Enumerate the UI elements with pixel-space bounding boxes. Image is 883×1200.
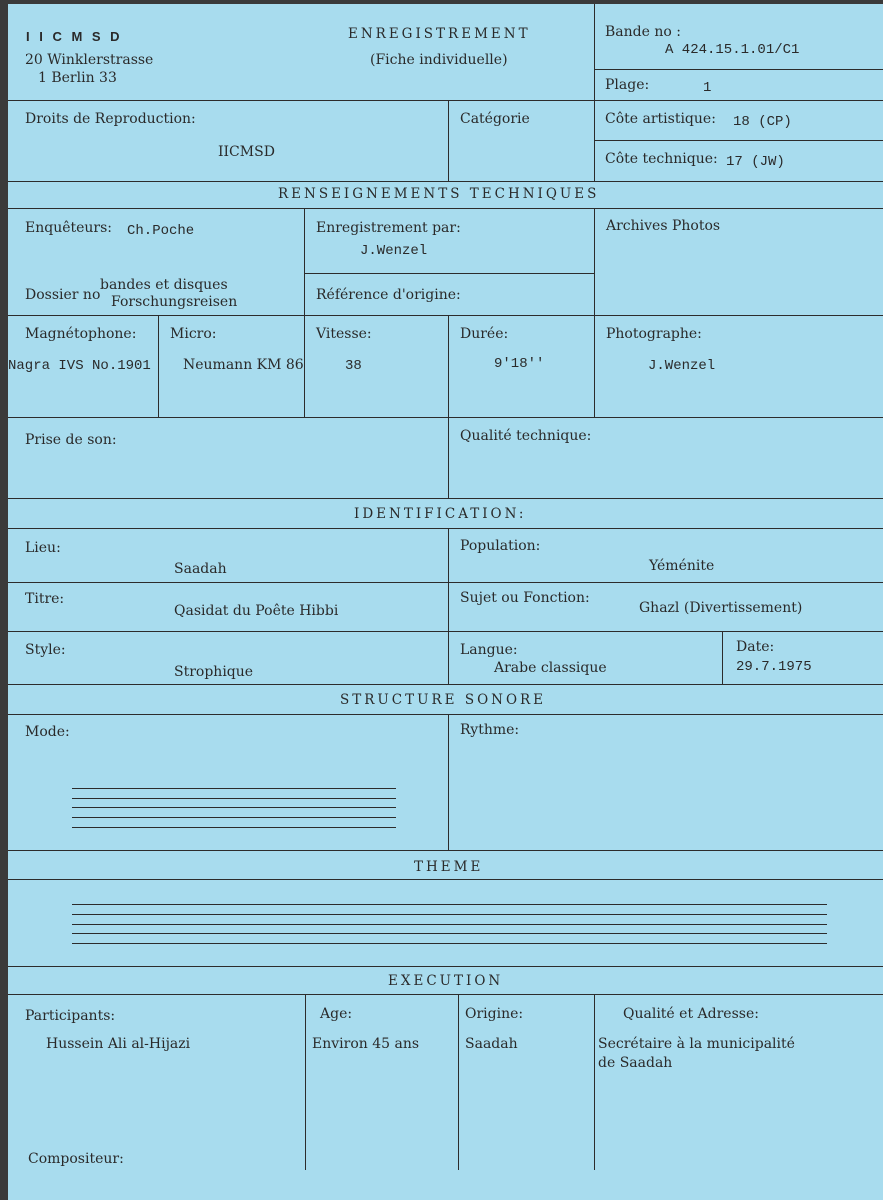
lieu-label: Lieu: (25, 540, 61, 556)
style-label: Style: (25, 642, 66, 658)
org-name: I I C M S D (26, 29, 123, 44)
theme-writing-line (72, 904, 827, 905)
rule-enreg-divider (304, 273, 594, 274)
reference-origine-label: Référence d'origine: (316, 287, 461, 303)
theme-writing-line (72, 943, 827, 944)
titre-value: Qasidat du Poête Hibbi (174, 603, 339, 619)
langue-label: Langue: (460, 642, 518, 658)
vitesse-label: Vitesse: (316, 326, 372, 342)
rule-v-micro-left (158, 315, 159, 417)
theme-heading: THEME (414, 859, 484, 875)
rule-v-archives-left (594, 208, 595, 417)
rule-equipment-bottom (8, 417, 883, 418)
dossier-value-line-2: Forschungsreisen (111, 294, 238, 310)
rule-v-duree-left (448, 315, 449, 417)
style-value: Strophique (174, 664, 254, 680)
cote-technique-label: Côte technique: (605, 151, 718, 167)
droits-label: Droits de Reproduction: (25, 111, 196, 127)
rule-v-enreg-left (304, 208, 305, 417)
enregistrement-par-label: Enregistrement par: (316, 220, 461, 236)
droits-value: IICMSD (218, 144, 275, 160)
qualite-adresse-value-line-2: de Saadah (598, 1055, 673, 1071)
rule-dossier-bottom (8, 315, 883, 316)
rule-v-rythme-left (448, 714, 449, 850)
rule-tech-heading-bottom (8, 208, 883, 209)
participants-label: Participants: (25, 1008, 116, 1024)
rule-titre-bottom (8, 631, 883, 632)
origine-label: Origine: (465, 1006, 524, 1022)
micro-label: Micro: (170, 326, 217, 342)
mode-writing-line (72, 817, 396, 818)
bande-value: A 424.15.1.01/C1 (665, 42, 800, 58)
technical-heading: RENSEIGNEMENTS TECHNIQUES (278, 186, 600, 202)
rule-v-header-right (594, 4, 595, 181)
langue-value: Arabe classique (494, 660, 607, 676)
qualite-technique-label: Qualité technique: (460, 428, 592, 444)
prise-de-son-label: Prise de son: (25, 432, 117, 448)
mode-writing-line (72, 788, 396, 789)
rule-v-ident-middle (448, 528, 449, 684)
cote-technique-value: 17 (JW) (726, 154, 785, 170)
duree-label: Durée: (460, 326, 509, 342)
participants-value: Hussein Ali al-Hijazi (46, 1036, 191, 1052)
rule-cote-divider (594, 140, 883, 141)
identification-heading: IDENTIFICATION: (354, 506, 527, 522)
dossier-value-line-1: bandes et disques (100, 277, 228, 293)
rule-style-bottom (8, 684, 883, 685)
form-title: ENREGISTREMENT (348, 26, 531, 42)
structure-heading: STRUCTURE SONORE (340, 692, 547, 708)
rule-ident-heading-bottom (8, 528, 883, 529)
enregistrement-par-value: J.Wenzel (360, 243, 428, 259)
cote-artistique-value: 18 (CP) (733, 114, 792, 130)
mode-label: Mode: (25, 724, 70, 740)
lieu-value: Saadah (174, 561, 227, 577)
age-label: Age: (320, 1006, 353, 1022)
photographe-value: J.Wenzel (648, 358, 716, 374)
plage-label: Plage: (605, 77, 650, 93)
magnetophone-value: Nagra IVS No.1901 (8, 358, 151, 374)
population-label: Population: (460, 538, 541, 554)
micro-value: Neumann KM 86 (183, 357, 304, 373)
rule-structure-bottom (8, 850, 883, 851)
mode-writing-line (72, 798, 396, 799)
rule-v-qualite-left (448, 417, 449, 498)
theme-writing-line (72, 914, 827, 915)
dossier-label: Dossier no (25, 287, 101, 303)
categorie-label: Catégorie (460, 111, 530, 127)
rule-v-qualite-adr-left (594, 994, 595, 1170)
rule-execution-heading-bottom (8, 994, 883, 995)
age-value: Environ 45 ans (312, 1036, 420, 1052)
theme-writing-line (72, 924, 827, 925)
cote-artistique-label: Côte artistique: (605, 111, 716, 127)
rythme-label: Rythme: (460, 722, 520, 738)
bande-label: Bande no : (605, 24, 681, 40)
form-subtitle: (Fiche individuelle) (370, 52, 508, 68)
sujet-value: Ghazl (Divertissement) (639, 600, 803, 616)
date-value: 29.7.1975 (736, 659, 812, 675)
theme-writing-line (72, 933, 827, 934)
titre-label: Titre: (25, 591, 65, 607)
plage-value: 1 (703, 80, 712, 96)
rule-header-bottom (8, 100, 883, 101)
vitesse-value: 38 (345, 358, 362, 374)
rule-v-date-left (722, 631, 723, 684)
photographe-label: Photographe: (606, 326, 702, 342)
rule-prise-bottom (8, 498, 883, 499)
qualite-adresse-label: Qualité et Adresse: (623, 1006, 759, 1022)
archives-photos-label: Archives Photos (606, 218, 721, 234)
qualite-adresse-value-line-1: Secrétaire à la municipalité (598, 1036, 795, 1052)
rule-rights-bottom (8, 181, 883, 182)
execution-heading: EXECUTION (388, 973, 504, 989)
rule-top-plage (594, 69, 883, 70)
org-city: 1 Berlin 33 (38, 70, 117, 86)
origine-value: Saadah (465, 1036, 518, 1052)
org-street: 20 Winklerstrasse (25, 52, 154, 68)
date-label: Date: (736, 639, 775, 655)
rule-lieu-bottom (8, 582, 883, 583)
mode-writing-line (72, 807, 396, 808)
rule-theme-heading-bottom (8, 879, 883, 880)
mode-writing-line (72, 827, 396, 828)
duree-value: 9'18'' (494, 356, 545, 372)
rule-v-age-left (305, 994, 306, 1170)
enqueteurs-value: Ch.Poche (127, 223, 195, 239)
sujet-label: Sujet ou Fonction: (460, 590, 590, 606)
magnetophone-label: Magnétophone: (25, 326, 137, 342)
compositeur-label: Compositeur: (28, 1151, 124, 1167)
registration-card (8, 4, 883, 1200)
population-value: Yéménite (649, 558, 715, 574)
rule-theme-bottom (8, 966, 883, 967)
rule-v-categorie (448, 100, 449, 181)
rule-v-origine-left (458, 994, 459, 1170)
enqueteurs-label: Enquêteurs: (25, 220, 113, 236)
rule-structure-heading-bottom (8, 714, 883, 715)
